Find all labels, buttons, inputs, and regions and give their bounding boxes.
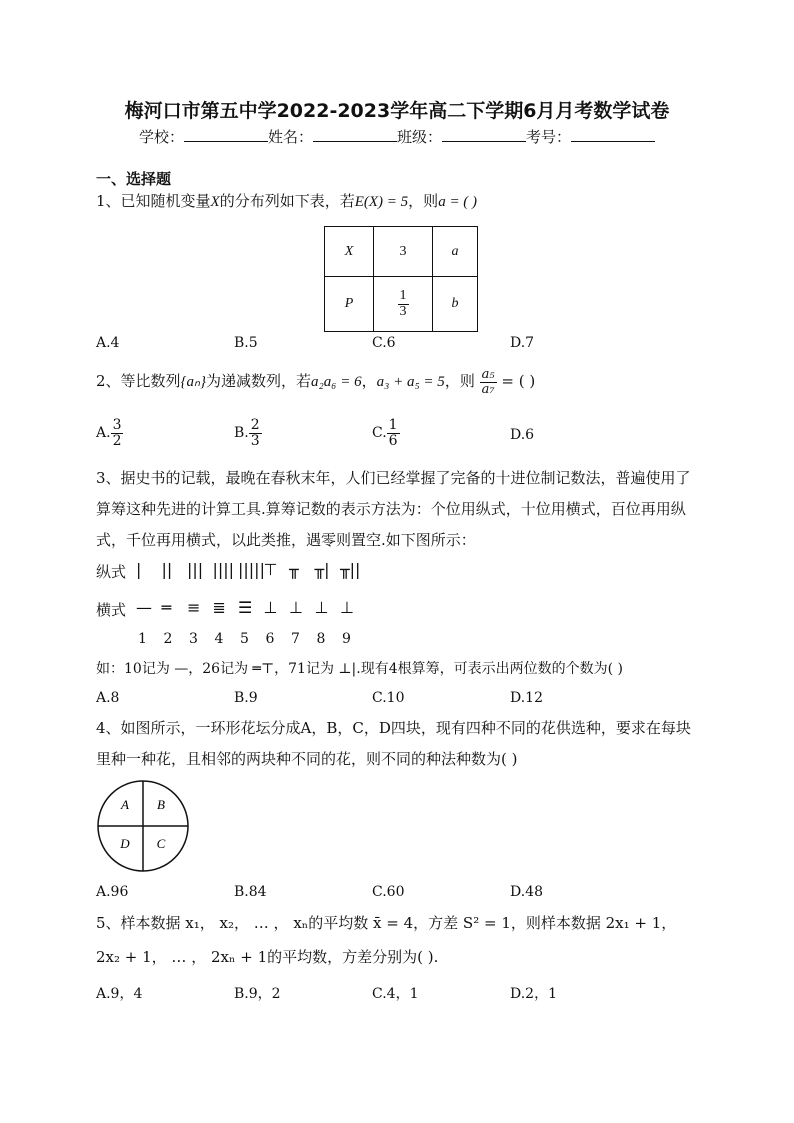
- vertical-rod-9: ╥||: [340, 560, 361, 579]
- frac-denominator: 3: [250, 432, 260, 449]
- table-cell-fraction: [374, 277, 433, 332]
- q1-text-b: 的分布列如下表，若: [219, 192, 355, 210]
- region-label-a: A: [121, 797, 129, 812]
- option-label: C.: [372, 425, 387, 442]
- section-heading: 一、选择题: [96, 170, 172, 188]
- page-title: 梅河口市第五中学2022-2023学年高二下学期6月月考数学试卷: [124, 100, 670, 122]
- horizontal-rod-8: ⊥: [314, 598, 329, 617]
- vertical-rod-4: ||||: [212, 560, 235, 579]
- exam-no-label: 考号：: [526, 128, 572, 146]
- q3-option-a[interactable]: A.8: [96, 690, 120, 706]
- class-label: 班级：: [397, 128, 443, 146]
- q2-cond-2: a₃ + a₅ = 5: [376, 374, 445, 391]
- exam-no-blank[interactable]: [571, 127, 655, 142]
- q4-option-a[interactable]: A.96: [96, 884, 129, 900]
- q5-option-c[interactable]: C.4，1: [372, 986, 419, 1002]
- class-blank[interactable]: [442, 127, 526, 142]
- frac-numerator: a₅: [481, 367, 495, 382]
- region-label-d: D: [120, 836, 130, 851]
- rod-digit-5: 5: [240, 631, 249, 647]
- frac-denominator: a₇: [481, 381, 495, 397]
- school-blank[interactable]: [184, 127, 268, 142]
- option-label: A.: [96, 425, 111, 442]
- q4-option-b[interactable]: B.84: [234, 884, 267, 900]
- question-2-stem: [96, 368, 535, 396]
- q5-option-b[interactable]: B.9，2: [234, 986, 281, 1002]
- q2-text-a: 2、等比数列: [96, 372, 181, 391]
- table-cell: a: [433, 227, 478, 277]
- rod-digit-4: 4: [214, 631, 224, 647]
- q1-option-a[interactable]: A.4: [96, 335, 120, 351]
- question-3-stem: 3、据史书的记载，最晚在春秋末年，人们已经掌握了完备的十进位制记数法，普遍使用了算筹这种先进的计算工具.算筹记数的表示方法为：个位用纵式，十位用横式，百位再用纵式，千位再用横式，以此类推，遇零则置空.如下图所示：: [96, 469, 691, 549]
- q2-text-b: 为递减数列，若: [206, 372, 312, 391]
- q2-ask: = ( ): [501, 372, 536, 391]
- q2-option-a[interactable]: [96, 418, 123, 448]
- q2-text-c: ，则: [444, 372, 475, 391]
- student-info-line: [0, 126, 794, 147]
- table-cell: X: [325, 227, 374, 277]
- option-label: B.: [234, 425, 249, 442]
- school-label: 学校：: [138, 128, 184, 146]
- rod-digit-7: 7: [291, 631, 300, 647]
- q5-option-d[interactable]: D.2，1: [510, 986, 557, 1002]
- q1-ask: a = ( ): [438, 194, 478, 210]
- vertical-rod-3: |||: [187, 560, 204, 579]
- q1-text-c: ，则: [408, 192, 439, 210]
- question-3-example: 如：10记为 —，26记为 ═⊤，71记为 ⊥|.现有4根算筹，可表示出两位数的个数为( ): [96, 661, 624, 677]
- name-blank[interactable]: [313, 127, 397, 142]
- vertical-rod-5: |||||: [238, 560, 265, 579]
- vertical-rod-8: ╥|: [314, 560, 330, 579]
- rod-digit-3: 3: [189, 631, 198, 647]
- question-4-stem: 4、如图所示，一环形花坛分成A，B，C，D四块，现有四种不同的花供选种，要求在每块里种一种花，且相邻的两块种不同的花，则不同的种法种数为( ): [96, 719, 691, 768]
- rod-digit-9: 9: [342, 631, 351, 647]
- q5-option-a[interactable]: A.9，4: [96, 986, 143, 1002]
- frac-denominator: 6: [388, 432, 398, 449]
- q4-option-c[interactable]: C.60: [372, 884, 405, 900]
- horizontal-rod-5: ☰: [238, 598, 253, 617]
- horizontal-rod-7: ⊥: [289, 598, 303, 617]
- distribution-table: [324, 226, 478, 332]
- rod-digit-1: 1: [138, 631, 147, 647]
- q1-option-b[interactable]: B.5: [234, 335, 258, 351]
- frac-denominator: 3: [399, 303, 407, 319]
- q1-var: X: [210, 194, 220, 210]
- q4-option-d[interactable]: D.48: [510, 884, 543, 900]
- q2-option-d[interactable]: D.6: [510, 427, 535, 443]
- vertical-rod-2: ||: [161, 560, 173, 579]
- horizontal-rod-4: ≣: [212, 598, 226, 617]
- q1-option-c[interactable]: C.6: [372, 335, 396, 351]
- rod-digit-8: 8: [316, 631, 326, 647]
- frac-numerator: 1: [399, 287, 407, 303]
- horizontal-rod-3: ≡: [187, 598, 201, 617]
- horizontal-rod-6: ⊥: [263, 598, 278, 617]
- q1-text-a: 1、已知随机变量: [96, 192, 211, 210]
- question-5-line-2: 2x₂ + 1， … ， 2xₙ + 1的平均数，方差分别为( ).: [96, 948, 439, 966]
- vertical-rod-6: ⊤: [263, 560, 278, 579]
- rod-digit-2: 2: [163, 631, 173, 647]
- frac-numerator: 3: [112, 417, 122, 433]
- vertical-rod-7: ╥: [289, 560, 299, 579]
- q3-option-c[interactable]: C.10: [372, 690, 405, 706]
- rod-digit-6: 6: [265, 631, 275, 647]
- region-label-b: B: [157, 797, 165, 812]
- table-cell: P: [325, 277, 374, 332]
- frac-denominator: 2: [112, 432, 122, 449]
- horizontal-rod-9: ⊥: [340, 598, 354, 617]
- q1-condition: E(X) = 5: [354, 194, 409, 210]
- q3-option-b[interactable]: B.9: [234, 690, 258, 706]
- frac-numerator: 2: [250, 417, 260, 433]
- frac-numerator: 1: [388, 417, 398, 433]
- question-5-line-1: 5、样本数据 x₁， x₂， … ， xₙ的平均数 x̄ = 4，方差 S² = 1，则样本数据 2x₁ + 1，: [96, 914, 677, 932]
- q2-fraction: [480, 368, 497, 396]
- q2-seq: {aₙ}: [180, 374, 207, 391]
- q2-cond-1: a₂a₆ = 6: [311, 374, 362, 391]
- vertical-rod-1: |: [136, 560, 142, 579]
- horizontal-rod-1: —: [136, 598, 152, 617]
- table-cell: b: [433, 277, 478, 332]
- horizontal-rods-label: 横式: [96, 601, 127, 619]
- region-label-c: C: [156, 836, 166, 851]
- q1-option-d[interactable]: D.7: [510, 335, 535, 351]
- q2-option-c[interactable]: [372, 418, 400, 448]
- name-label: 姓名：: [267, 128, 313, 146]
- table-cell: 3: [374, 227, 433, 277]
- flower-bed-diagram: [96, 780, 192, 872]
- question-1-stem: [96, 190, 477, 211]
- q2-option-b[interactable]: [234, 418, 262, 448]
- vertical-rods-label: 纵式: [96, 563, 127, 581]
- q3-option-d[interactable]: D.12: [510, 690, 543, 706]
- horizontal-rod-2: ═: [161, 598, 172, 617]
- q2-sep: ，: [361, 372, 377, 391]
